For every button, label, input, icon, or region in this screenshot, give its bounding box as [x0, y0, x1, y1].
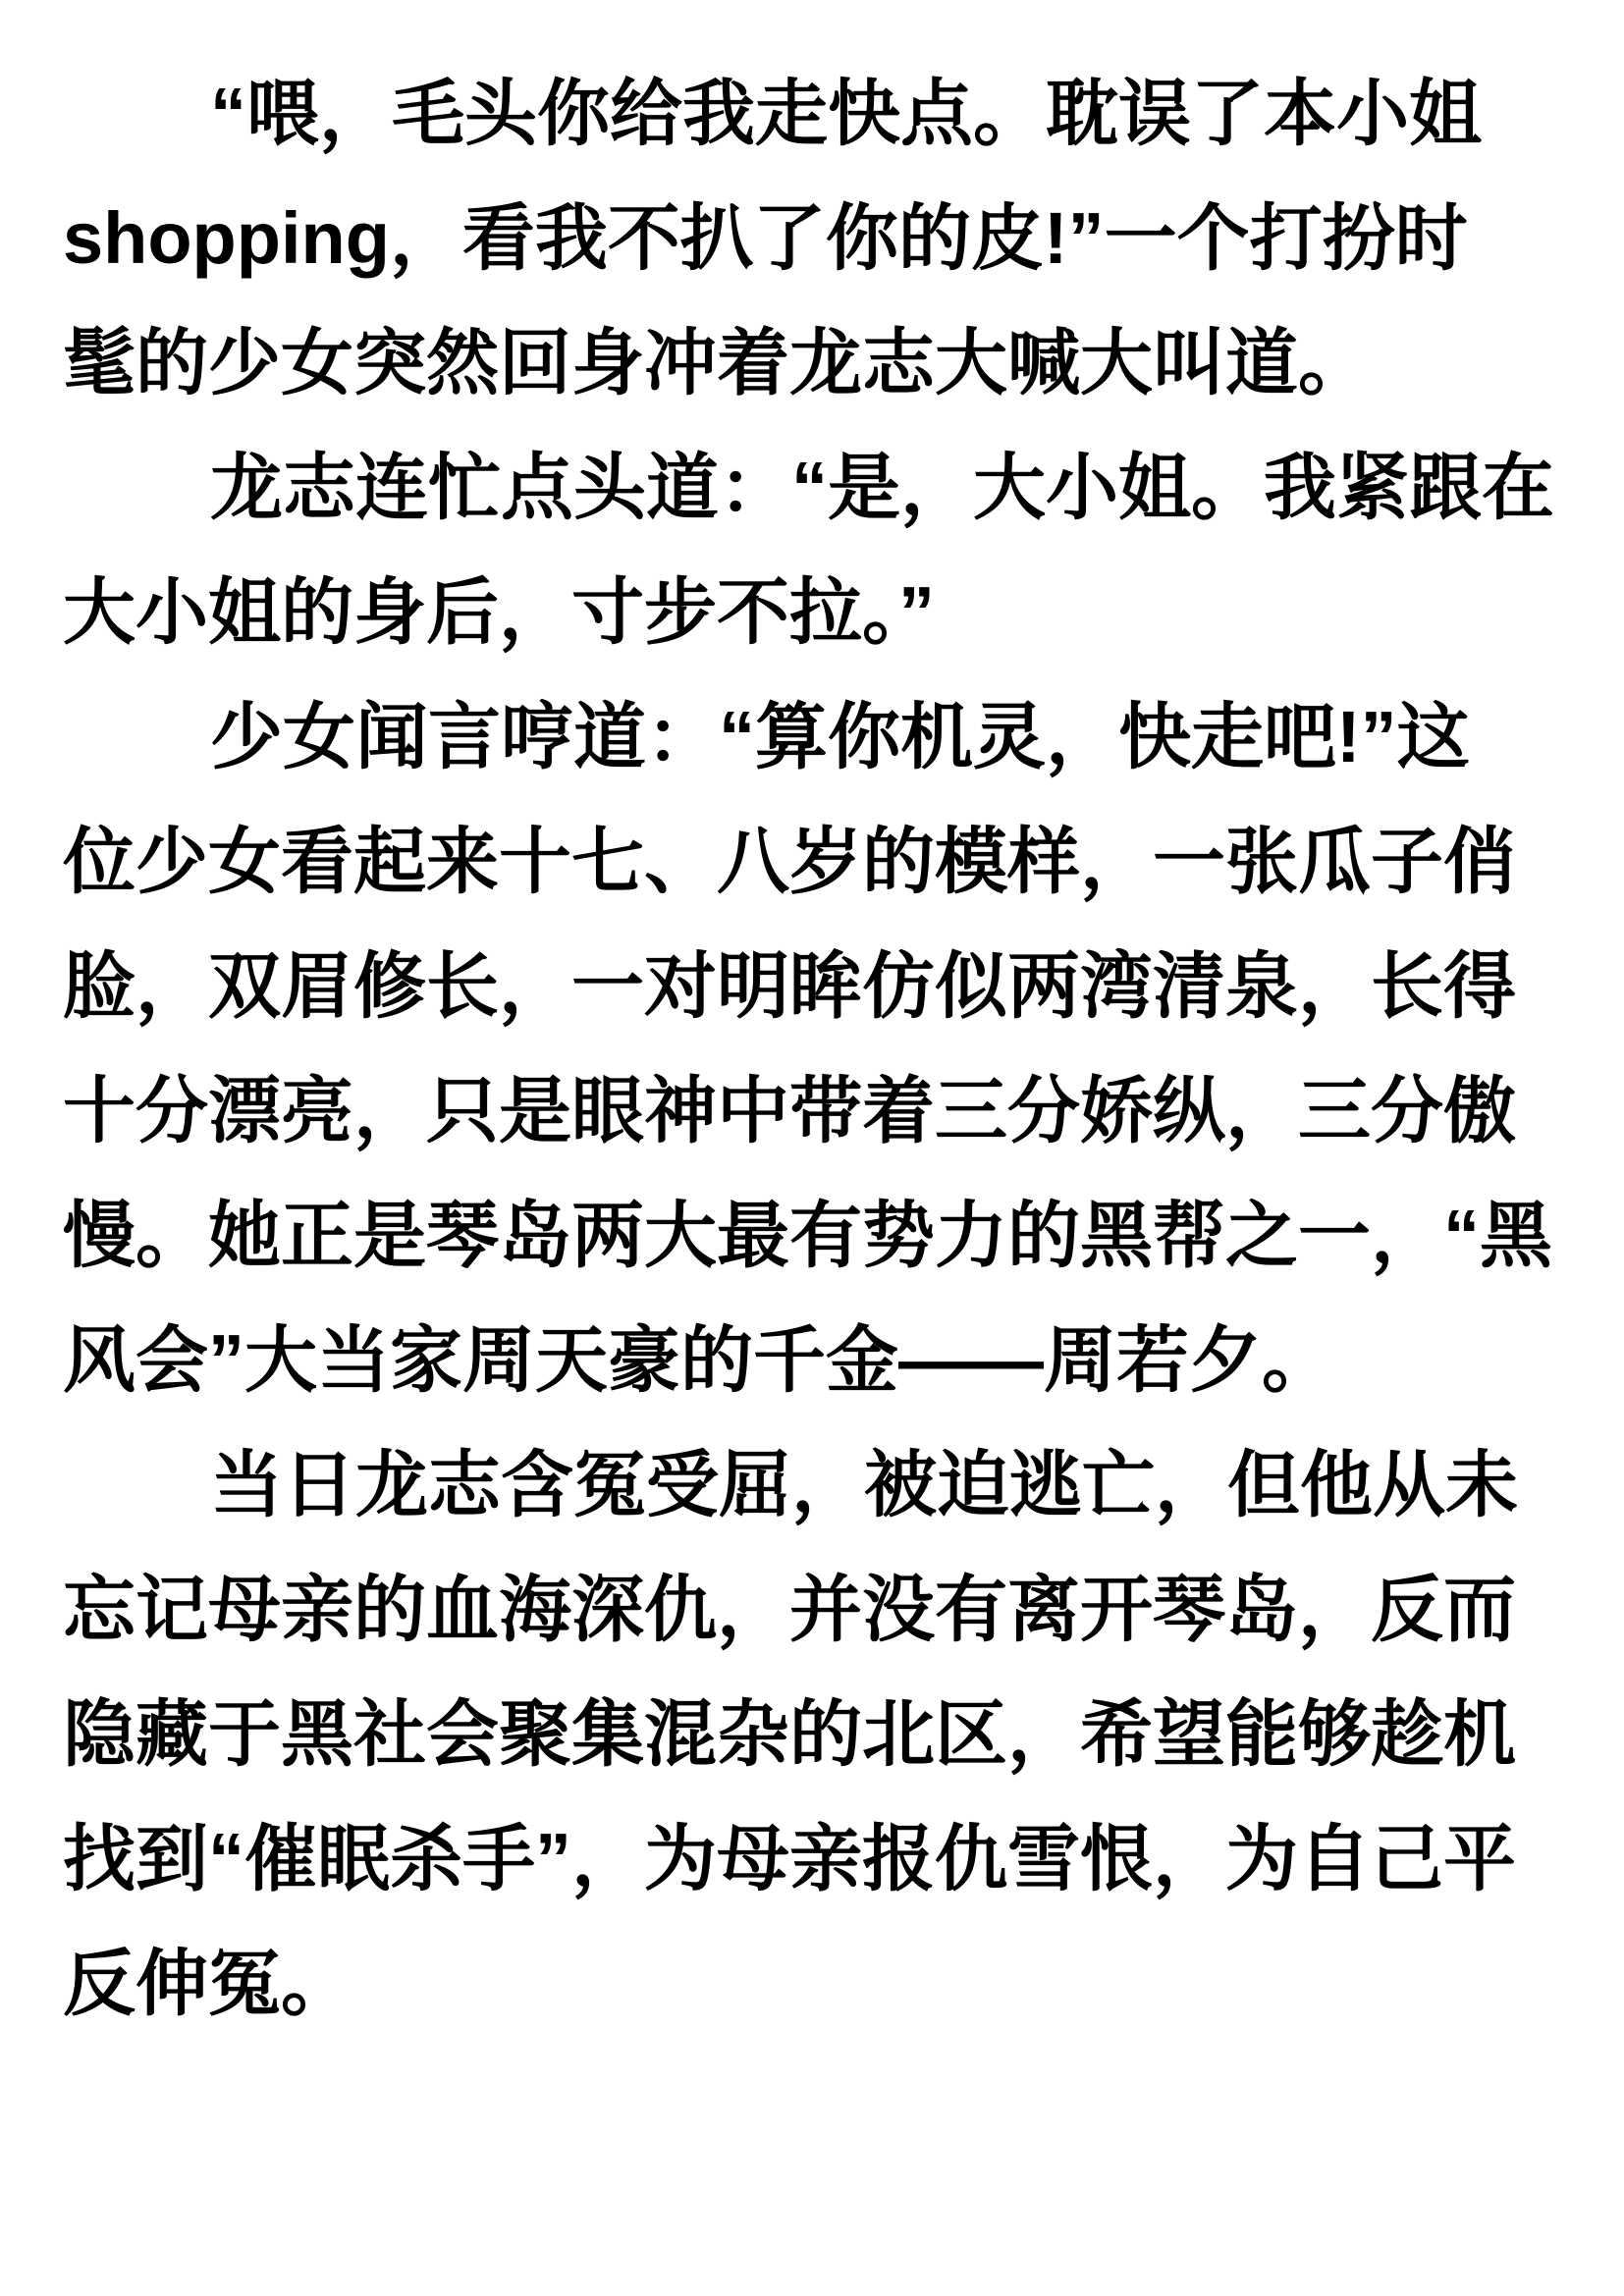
paragraph: [63, 425, 1567, 674]
text-line: 隐藏于黑社会聚集混杂的北区，希望能够趁机: [63, 1693, 1516, 1775]
text-line: shopping，看我不扒了你的皮!”一个打扮时: [63, 197, 1468, 279]
text-line: 反伸冤。: [63, 1943, 353, 2024]
text-line: 当日龙志含冤受屈，被迫逃亡，但他从未: [210, 1444, 1518, 1525]
text-line: 找到“催眠杀手”，为母亲报仇雪恨，为自己平: [63, 1818, 1516, 1899]
text-line: 大小姐的身后，寸步不拉。”: [63, 571, 935, 653]
text-line: 慢。她正是琴岛两大最有势力的黑帮之一，“黑: [63, 1195, 1552, 1276]
text-line: 脸，双眉修长，一对明眸仿似两湾清泉，长得: [63, 945, 1516, 1027]
paragraph: [63, 674, 1567, 1422]
text-line: 髦的少女突然回身冲着龙志大喊大叫道。: [63, 322, 1371, 403]
text-line: 位少女看起来十七、八岁的模样，一张瓜子俏: [63, 821, 1516, 902]
text-line: 少女闻言哼道：“算你机灵，快走吧!”这: [210, 696, 1470, 777]
text-line: 龙志连忙点头道：“是，大小姐。我紧跟在: [210, 447, 1554, 528]
paragraph: [63, 51, 1567, 425]
text-line: “喂，毛头你给我走快点。耽误了本小姐: [210, 73, 1482, 154]
text-line: 十分漂亮，只是眼神中带着三分娇纵，三分傲: [63, 1070, 1516, 1151]
text-line: 风会”大当家周天豪的千金——周若夕。: [63, 1319, 1334, 1401]
paragraph: [63, 1422, 1567, 2046]
text-line: 忘记母亲的血海深仇，并没有离开琴岛，反而: [63, 1569, 1516, 1650]
